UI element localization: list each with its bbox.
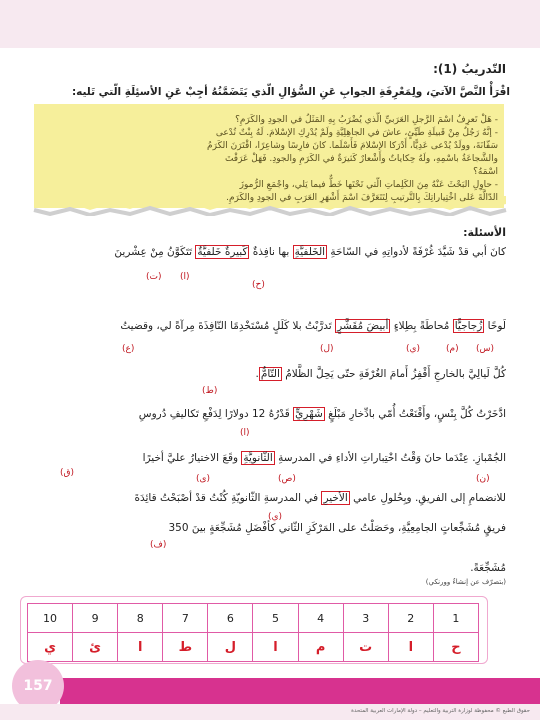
text-segment: مُحاطَةً بِطِلاءٍ	[390, 320, 453, 332]
choice-label: (ت)	[146, 272, 162, 282]
top-band	[0, 0, 540, 48]
number-cell: 10	[28, 604, 73, 633]
number-cell: 8	[118, 604, 163, 633]
letter-cell: ل	[208, 633, 253, 662]
number-cell: 9	[73, 604, 118, 633]
text-segment: الجُمْبازِ. عِنْدَما حانَ وَقْتُ اخْتِباراتِ الأداءِ في المدرسةِ	[274, 452, 506, 464]
exercise-title: التّدريبُ (1):	[433, 62, 506, 76]
note-line: - إنَّهُ رَجُلٌ مِنْ قَبيلَةِ طَيِّئٍ، عاشَ في الجاهِلِيَّةِ ولَمْ يُدْرِكِ الإسْلامَ. لَهُ بِنْتٌ تُدْعى	[215, 128, 498, 138]
note-line: - هَلْ تَعرِفُ اسْمَ الرَّجلِ العَرَبيِّ الّذي يُضْرَبُ بِهِ المَثَلُ في الجودِ والكَرَمِ؟	[235, 115, 498, 125]
note-line: الدّالَّةَ عَلى اخْتِياراتِكَ بِالتَّرتيبِ لِتَتَعَرَّفَ اسْمَ أَشْهَرِ العَرَبِ في الجودِ والكَرَمِ.	[226, 193, 498, 203]
choice-label: (س)	[476, 344, 495, 354]
choice-label: (ع)	[122, 344, 135, 354]
text-segment: بها نافِذةٌ	[249, 246, 293, 258]
text-segment: فريقٍ مُشَجِّعاتٍ الجامِعِيَّةِ، وحَصَلْتُ على المَرْكَزِ الثّاني كأفْضَلِ مُشَجِّعَةٍ بينَ 350	[168, 522, 506, 534]
text-segment: وقَعَ الاختيارُ عليَّ أخيرًا	[142, 452, 242, 464]
text-segment: لَوحًا	[484, 320, 506, 332]
number-row	[28, 604, 479, 633]
number-cell: 2	[388, 604, 433, 633]
letter-cell: ئ	[73, 633, 118, 662]
questions-title: الأسئلة:	[463, 226, 506, 239]
note-line: - حاوِلِ البَحْثَ عَنْهُ مِنَ الكَلِماتِ الّتي تَحْتَها خَطٌّ فيما يَلي، واجْمَعِ الرُّموزَ	[239, 180, 498, 190]
answer-table	[27, 603, 479, 662]
footer-copyright: حقوق الطبع © محفوظة لوزارة التربية والتعليم – دولة الإمارات العربية المتحدة	[351, 708, 530, 714]
boxed-word: شَهْرِيٍّ	[295, 408, 323, 420]
choice-label: (ح)	[252, 280, 265, 290]
choice-label: (ص)	[278, 474, 296, 484]
number-cell: 7	[163, 604, 208, 633]
source-credit: (بتصرّف عن إنشاءٌ وورنكي)	[425, 578, 506, 586]
text-line	[34, 368, 506, 380]
number-cell: 3	[343, 604, 388, 633]
letter-cell: ح	[433, 633, 478, 662]
text-segment: كُلَّ لَيالِيَّ بالخارجِ أَقْفِزُ أَمامَ الغُرْفَةِ حتّى يَحِلَّ الظَّلامُ	[281, 368, 506, 380]
number-cell: 4	[298, 604, 343, 633]
boxed-word: أبيضَ مُقَشَّرٍ	[337, 320, 389, 332]
text-line	[34, 320, 506, 332]
choice-label: (ل)	[320, 344, 334, 354]
letter-cell: ا	[253, 633, 298, 662]
text-segment: .	[255, 368, 259, 380]
choice-label: (ق)	[60, 468, 75, 478]
choice-label: (ي)	[406, 344, 421, 354]
boxed-word: كَبيرةٌ خَلفيَّةٌ	[197, 246, 248, 258]
note-line: اسْمَهُ؟	[473, 167, 498, 177]
text-line	[34, 408, 506, 420]
note-text	[44, 114, 498, 205]
choice-label: (ف)	[150, 540, 167, 550]
choice-label: (ا)	[180, 272, 190, 282]
note-line: سَفّانَةَ، وولَدٌ يُدْعى عَدِيًّا، أَدْرَكا الإسْلامَ فَأَسْلَما. كانَ فارِسًا وشاعِرًا، اقْتَرَنَ الكَرَمُ	[207, 141, 498, 151]
instruction: اقْرَأْ النَّصَّ الآتيَ، ولِمَعْرِفَةِ الجوابِ عَنِ السُّؤالِ الّذي يَتَضَمَّنُهُ أجِبْ عَنِ الأسئِلَةِ الّتي تَليه:	[71, 86, 510, 98]
text-line	[34, 492, 506, 504]
text-line	[34, 562, 506, 574]
letter-cell: ط	[163, 633, 208, 662]
text-segment: كانَ أبي قدْ شَيَّدَ غُرْفَةً لأدواتِهِ في السّاحَةِ	[327, 246, 506, 258]
text-segment: للانضمامِ إلى الفريقِ. وبِحُلولِ عامي	[349, 492, 506, 504]
choice-label: (م)	[446, 344, 459, 354]
text-segment: ادَّخَرْتُ كُلَّ بِنْسٍ، وأَقْنَعْتُ أُمّي بادِّخارِ مَبْلَغٍ	[324, 408, 506, 420]
choice-label: (ط)	[202, 386, 218, 396]
letter-cell: ي	[28, 633, 73, 662]
number-cell: 1	[433, 604, 478, 633]
text-line	[34, 246, 506, 258]
text-segment: مُشَجِّعَةً.	[470, 562, 506, 574]
boxed-word: التّامُّ	[260, 368, 280, 380]
choice-label: (ا)	[240, 428, 250, 438]
page-number: 157	[12, 660, 64, 712]
letter-cell: ا	[388, 633, 433, 662]
text-segment: في المدرسةِ الثّانويّةِ كُنْتُ قدْ أصْبَحْتُ قائِدَةَ	[134, 492, 322, 504]
boxed-word: زُجاجيًّا	[454, 320, 483, 332]
note-line: والشَّجاعَةُ باسْمِهِ، ولَهُ حِكاياتٌ وأَشْعارٌ كَثيرَةٌ في الكَرَمِ والجودِ. فَهَلْ عَرَفْتَ	[224, 154, 498, 164]
choice-label: (ى)	[196, 474, 211, 484]
text-line	[34, 452, 506, 464]
number-cell: 6	[208, 604, 253, 633]
page-bar	[60, 678, 540, 704]
text-segment: تَدرَّبْتُ بلا كَلَلٍ مُسْتَخْدِمًا النّافِذَةَ مِرآةً لي، وقضيتُ	[120, 320, 336, 332]
boxed-word: الثّانويَّةِ	[243, 452, 273, 464]
text-segment: تَتَكَوَّنُ مِنْ عِشْرينَ	[114, 246, 196, 258]
text-line	[34, 522, 506, 534]
choice-label: (ن)	[476, 474, 490, 484]
number-cell: 5	[253, 604, 298, 633]
boxed-word: الخَلفيَّةِ	[294, 246, 326, 258]
boxed-word: الأخيرِ	[323, 492, 348, 504]
letter-row	[28, 633, 479, 662]
letter-cell: ا	[118, 633, 163, 662]
letter-cell: ت	[343, 633, 388, 662]
letter-cell: م	[298, 633, 343, 662]
choice-label: (ي)	[268, 512, 283, 522]
text-segment: قَدْرُهُ 12 دولارًا لِدَفْعِ تَكاليفِ دُروسِ	[138, 408, 294, 420]
